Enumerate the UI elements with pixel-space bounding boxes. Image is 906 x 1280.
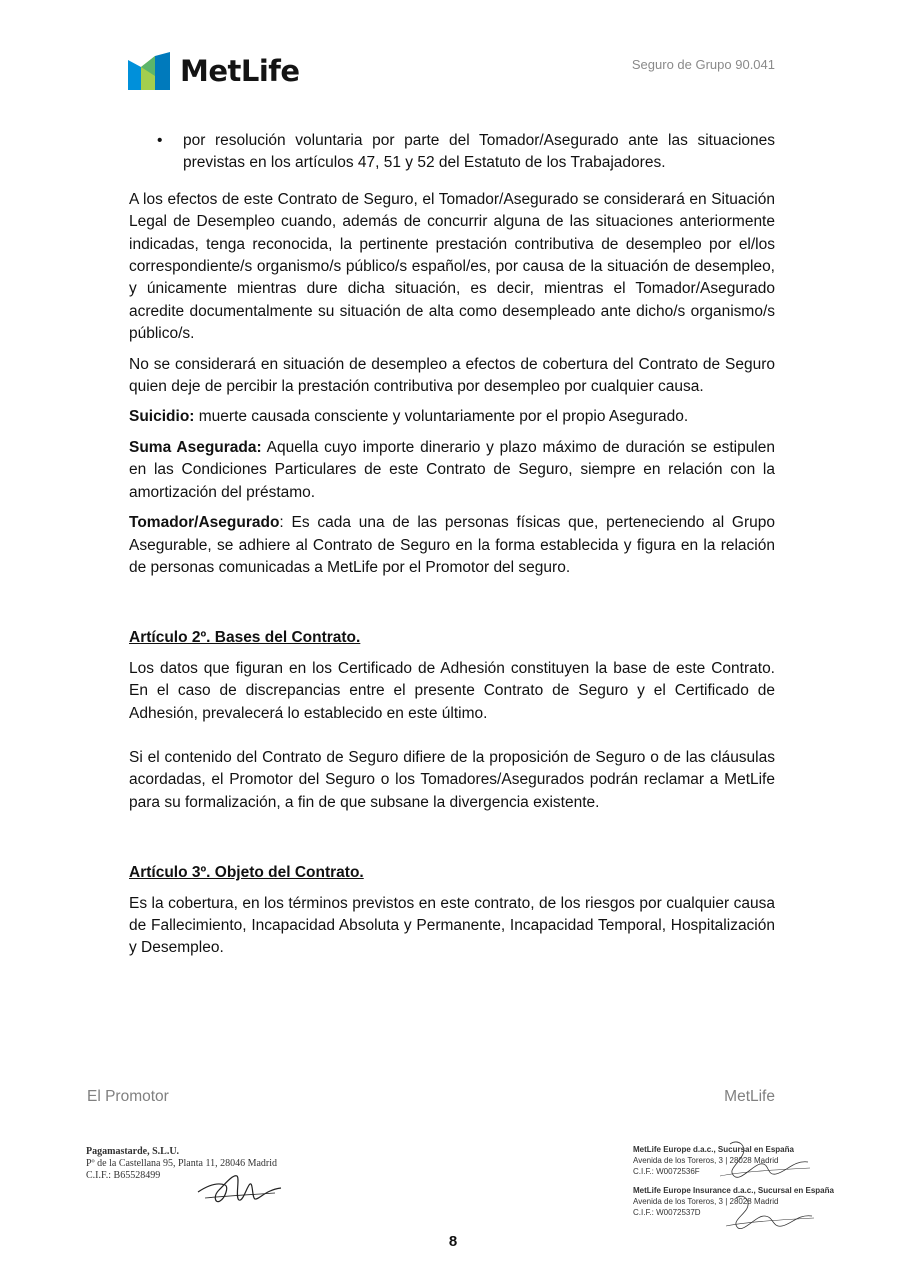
definition-term: Suicidio: xyxy=(129,408,195,426)
paragraph: A los efectos de este Contrato de Seguro, el Tomador/Asegurado se considerará en Situación Legal de Desempleo cuando, además de concurrir alguna de las situaciones anteriormente indicadas, tenga reconocida, la pertinente prestación contributiva de desempleo por el/los correspondiente/s organismo/s público/s español/es, por causa de la situación de desempleo, y únicamente mientras dure dicha situación, es decir, mientras el Tomador/Asegurado acredite documentalmente su situación de alta como desempleado ante dicho/s organismo/s público/s. xyxy=(129,190,775,343)
metlife-logo xyxy=(128,52,300,90)
metlife-cif: C.I.F.: W0072536F xyxy=(633,1167,700,1176)
definition-text: : Es cada una de las personas físicas que, perteneciendo al Grupo Asegurable, se adhiere al Contrato de Seguro en la forma establecida y figura en la relación de personas comunicadas a MetLife por el Promotor del seguro. xyxy=(129,514,775,576)
definition-suma-asegurada xyxy=(129,437,775,504)
definition-term: Suma Asegurada: xyxy=(129,438,262,456)
article-2-heading: Artículo 2º. Bases del Contrato. xyxy=(129,629,361,647)
metlife-address: Avenida de los Toreros, 3 | 28028 Madrid xyxy=(633,1197,779,1206)
promoter-address: Pº de la Castellana 95, Planta 11, 28046 Madrid xyxy=(86,1158,278,1169)
paragraph: No se considerará en situación de desempleo a efectos de cobertura del Contrato de Seguro quien deje de percibir la prestación contributiva por desempleo por cualquier causa. xyxy=(129,355,775,396)
metlife-address: Avenida de los Toreros, 3 | 28028 Madrid xyxy=(633,1156,779,1165)
definition-suicidio xyxy=(129,406,775,428)
metlife-logo-icon xyxy=(128,52,170,90)
promoter-company: Pagamastarde, S.L.U. xyxy=(86,1146,180,1157)
paragraph: Si el contenido del Contrato de Seguro difiere de la proposición de Seguro o de las cláusulas acordadas, el Promotor del Seguro o los Tomadores/Asegurados podrán reclamar a MetLife para su formalización, a fin de que subsane la divergencia existente. xyxy=(129,748,775,811)
definition-term: Tomador/Asegurado xyxy=(129,514,280,532)
definition-tomador xyxy=(129,512,775,579)
bullet-icon: • xyxy=(157,132,163,149)
metlife-company: MetLife Europe d.a.c., Sucursal en España xyxy=(633,1145,794,1154)
paragraph: Los datos que figuran en los Certificado de Adhesión constituyen la base de este Contrato. En el caso de discrepancias entre el presente Contrato de Seguro y el Certificado de Adhesión, prevalecerá lo establecido en este último. xyxy=(129,659,775,722)
document-body xyxy=(129,130,775,968)
promoter-signature xyxy=(195,1168,285,1206)
definition-text: Aquella cuyo importe dinerario y plazo máximo de duración se estipulen en las Condiciones Particulares de este Contrato de Seguro, siempre en relación con la amortización del préstamo. xyxy=(129,438,775,501)
metlife-label: MetLife xyxy=(724,1088,775,1105)
page-number: 8 xyxy=(448,1233,458,1250)
paragraph: Es la cobertura, en los términos previstos en este contrato, de los riesgos por cualquier causa de Fallecimiento, Incapacidad Absoluta y Permanente, Incapacidad Temporal, Hospitalización y Desempleo. xyxy=(129,894,775,957)
logo-text: MetLife xyxy=(180,54,300,88)
article-3-heading: Artículo 3º. Objeto del Contrato. xyxy=(129,864,364,882)
list-item xyxy=(129,130,775,175)
promoter-label: El Promotor xyxy=(87,1088,169,1105)
metlife-cif: C.I.F.: W0072537D xyxy=(633,1208,701,1217)
list-item-text: por resolución voluntaria por parte del Tomador/Asegurado ante las situaciones previstas en los artículos 47, 51 y 52 del Estatuto de los Trabajadores. xyxy=(183,132,775,172)
metlife-signature xyxy=(690,1136,820,1236)
definition-text: muerte causada consciente y voluntariamente por el propio Asegurado. xyxy=(194,408,689,426)
metlife-company: MetLife Europe Insurance d.a.c., Sucursal en España xyxy=(633,1186,834,1195)
promoter-cif: C.I.F.: B65528499 xyxy=(86,1170,161,1181)
document-reference: Seguro de Grupo 90.041 xyxy=(631,57,775,72)
